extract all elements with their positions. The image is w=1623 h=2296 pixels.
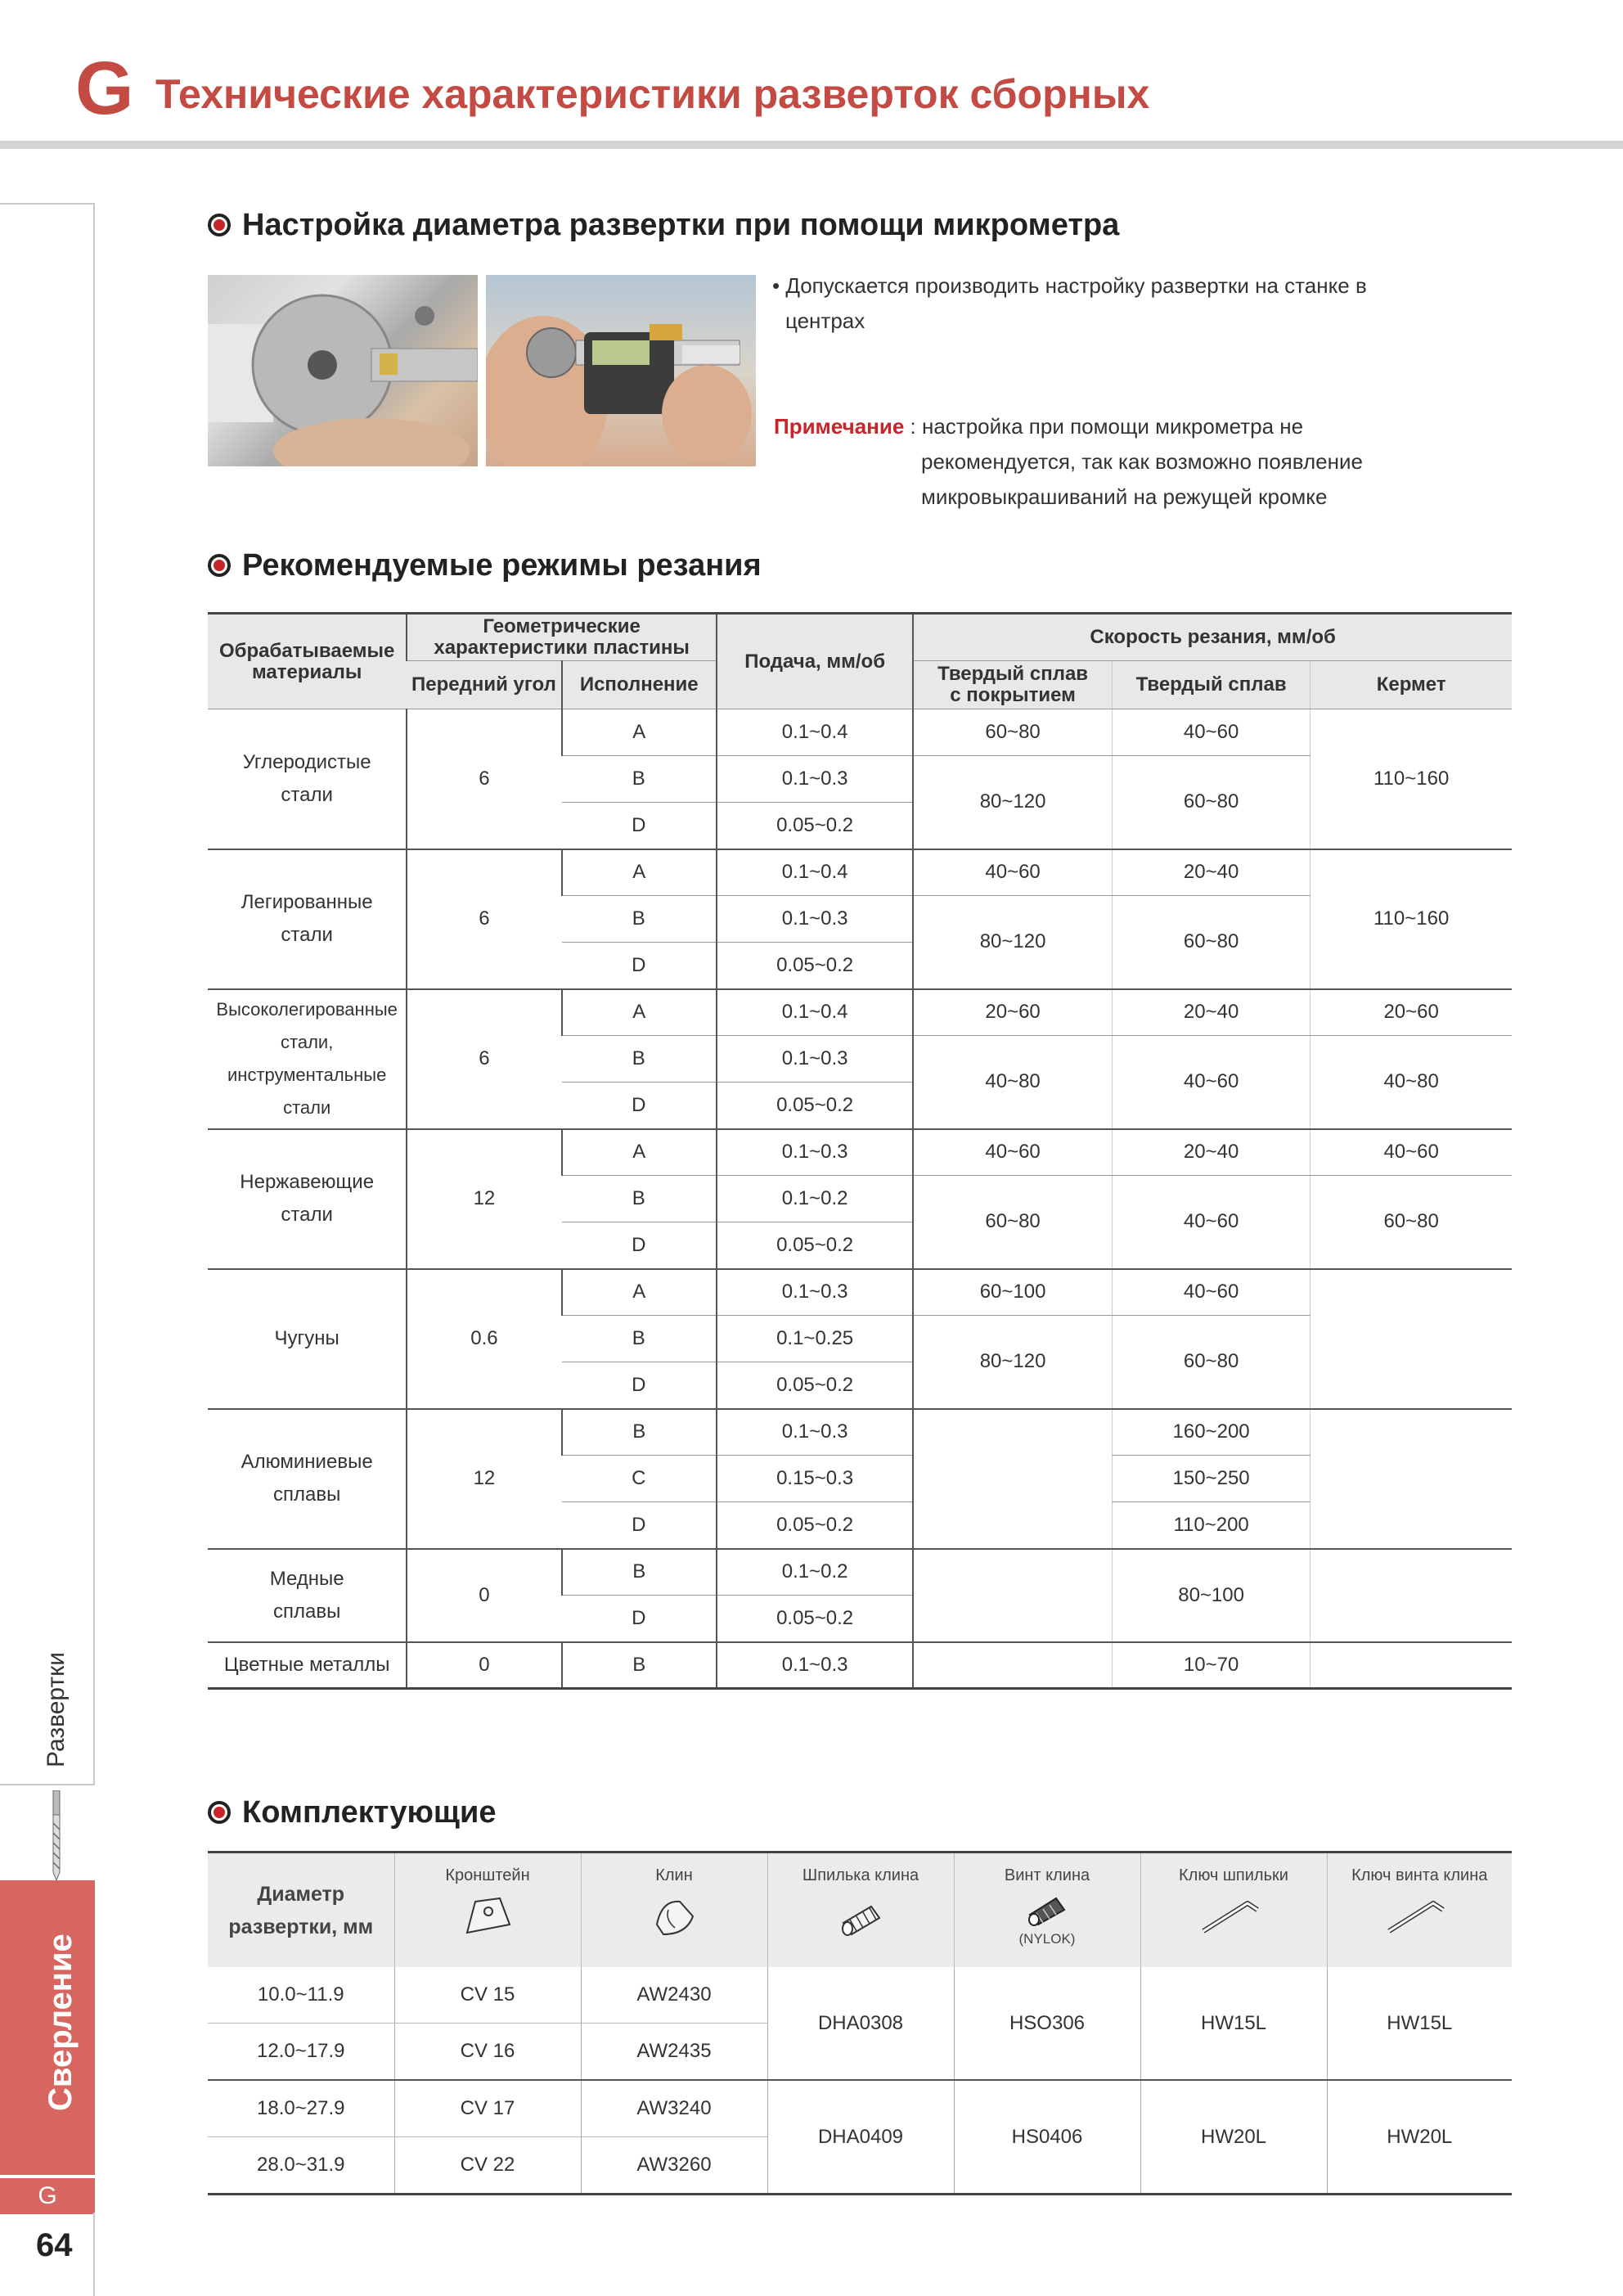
rake-cell: 6 (407, 849, 561, 989)
material-cell: Цветные металлы (208, 1642, 407, 1689)
bullet-line-1: • Допускается производить настройку развертки на станке в (772, 273, 1367, 298)
coated-cell: 80~120 (913, 1316, 1112, 1409)
version-cell: B (562, 1176, 717, 1222)
target-bullet-icon (208, 1801, 231, 1824)
stud-cell: DHA0409 (767, 2080, 954, 2195)
coated-cell: 20~60 (913, 989, 1112, 1036)
feed-cell: 0.1~0.3 (717, 756, 913, 803)
rake-cell: 12 (407, 1129, 561, 1269)
key-stud-cell: HW20L (1140, 2080, 1327, 2195)
micrometer-bullet (772, 268, 1508, 339)
cutting-modes-table (208, 612, 1512, 1690)
carbide-cell: 150~250 (1112, 1456, 1310, 1502)
wedge-cell: AW2430 (581, 1967, 767, 2024)
cermet-cell: 110~160 (1311, 709, 1512, 849)
wedge-cell: AW2435 (581, 2024, 767, 2081)
table-row (208, 1129, 1512, 1176)
parts-table (208, 1851, 1512, 2195)
header-rake: Передний угол (407, 661, 561, 709)
diameter-cell: 28.0~31.9 (208, 2137, 394, 2195)
feed-cell: 0.05~0.2 (717, 1502, 913, 1549)
sidebar-bottom-line (93, 2213, 95, 2296)
feed-cell: 0.05~0.2 (717, 1083, 913, 1129)
feed-cell: 0.05~0.2 (717, 803, 913, 849)
coated-cell: 60~100 (913, 1269, 1112, 1316)
feed-cell: 0.1~0.2 (717, 1549, 913, 1596)
feed-cell: 0.1~0.3 (717, 1642, 913, 1689)
header-key-stud: Ключ шпильки (1140, 1853, 1327, 1968)
rake-cell: 0 (407, 1642, 561, 1689)
feed-cell: 0.05~0.2 (717, 1596, 913, 1642)
material-cell: Легированные стали (208, 849, 407, 989)
stud-cell: DHA0308 (767, 1967, 954, 2080)
page-number: 64 (36, 2227, 73, 2263)
carbide-cell: 60~80 (1112, 756, 1310, 849)
table-row (208, 1269, 1512, 1316)
note-line-1: настройка при помощи микрометра не (921, 414, 1304, 439)
version-cell: D (562, 803, 717, 849)
hex-key-icon (1197, 1892, 1270, 1941)
feed-cell: 0.1~0.3 (717, 1409, 913, 1456)
material-cell: Алюминиевые сплавы (208, 1409, 407, 1549)
header-coated: Твердый сплав с покрытием (913, 661, 1112, 709)
header-diameter: Диаметр развертки, мм (208, 1853, 394, 1968)
bracket-cell: CV 22 (394, 2137, 581, 2195)
cermet-cell (1311, 1549, 1512, 1642)
cermet-cell: 40~60 (1311, 1129, 1512, 1176)
feed-cell: 0.1~0.3 (717, 1036, 913, 1083)
section-title: Комплектующие (242, 1795, 497, 1830)
feed-cell: 0.1~0.3 (717, 1129, 913, 1176)
sidebar-section-label: Развертки (43, 1651, 70, 1767)
carbide-cell: 40~60 (1112, 1176, 1310, 1269)
carbide-cell: 10~70 (1112, 1642, 1310, 1689)
coated-cell: 80~120 (913, 756, 1112, 849)
cermet-cell (1311, 1409, 1512, 1549)
material-cell: Чугуны (208, 1269, 407, 1409)
header-key-screw: Ключ винта клина (1327, 1853, 1512, 1968)
carbide-cell: 60~80 (1112, 896, 1310, 989)
rake-cell: 0 (407, 1549, 561, 1642)
carbide-cell: 40~60 (1112, 1036, 1310, 1129)
note-line-2: рекомендуется, так как возможно появление (921, 449, 1363, 474)
material-cell: Высоколегированные стали, инструментальные стали (208, 989, 407, 1129)
version-cell: D (562, 1222, 717, 1269)
section-title: Рекомендуемые режимы резания (242, 548, 762, 583)
coated-cell: 60~80 (913, 709, 1112, 756)
reamer-photo (208, 275, 478, 466)
screw-cell: HS0406 (954, 2080, 1140, 2195)
cermet-cell (1311, 1269, 1512, 1409)
rake-cell: 12 (407, 1409, 561, 1549)
carbide-cell: 110~200 (1112, 1502, 1310, 1549)
rake-cell: 6 (407, 989, 561, 1129)
bracket-cell: CV 17 (394, 2080, 581, 2137)
sidebar-divider (0, 1784, 95, 1785)
version-cell: B (562, 896, 717, 943)
diameter-cell: 18.0~27.9 (208, 2080, 394, 2137)
version-cell: D (562, 1083, 717, 1129)
feed-cell: 0.15~0.3 (717, 1456, 913, 1502)
target-bullet-icon (208, 554, 231, 577)
header-divider (0, 141, 1623, 149)
note-line-3: микровыкрашиваний на режущей кромке (921, 484, 1328, 509)
coated-cell: 40~60 (913, 849, 1112, 896)
table-row (208, 1642, 1512, 1689)
feed-cell: 0.05~0.2 (717, 1362, 913, 1409)
feed-cell: 0.1~0.25 (717, 1316, 913, 1362)
material-cell: Углеродистые стали (208, 709, 407, 849)
feed-cell: 0.05~0.2 (717, 943, 913, 989)
wedge-cell: AW3260 (581, 2137, 767, 2195)
version-cell: A (562, 849, 717, 896)
bracket-cell: CV 16 (394, 2024, 581, 2081)
header-carbide: Твердый сплав (1112, 661, 1310, 709)
feed-cell: 0.1~0.3 (717, 1269, 913, 1316)
screw-icon (1018, 1890, 1076, 1926)
bracket-icon (459, 1892, 516, 1941)
cermet-cell: 110~160 (1311, 849, 1512, 989)
table-row (208, 849, 1512, 896)
chapter-letter: G (75, 47, 134, 130)
wedge-cell: AW3240 (581, 2080, 767, 2137)
feed-cell: 0.1~0.4 (717, 989, 913, 1036)
target-bullet-icon (208, 214, 231, 236)
version-cell: B (562, 1409, 717, 1456)
version-cell: D (562, 943, 717, 989)
feed-cell: 0.1~0.4 (717, 709, 913, 756)
version-cell: B (562, 1549, 717, 1596)
cermet-cell: 20~60 (1311, 989, 1512, 1036)
feed-cell: 0.1~0.3 (717, 896, 913, 943)
coated-cell (913, 1409, 1112, 1549)
key-screw-cell: HW15L (1327, 1967, 1512, 2080)
table-row (208, 1409, 1512, 1456)
coated-cell (913, 1549, 1112, 1642)
table-row (208, 2080, 1512, 2137)
carbide-cell: 60~80 (1112, 1316, 1310, 1409)
header-wedge: Клин (581, 1853, 767, 1968)
header-screw: Винт клина (NYLOK) (954, 1853, 1140, 1968)
key-screw-cell: HW20L (1327, 2080, 1512, 2195)
stud-icon (832, 1892, 889, 1941)
drill-icon (47, 1790, 65, 1880)
feed-cell: 0.05~0.2 (717, 1222, 913, 1269)
carbide-cell: 40~60 (1112, 709, 1310, 756)
version-cell: A (562, 1129, 717, 1176)
screw-cell: HSO306 (954, 1967, 1140, 2080)
hex-key-icon (1382, 1892, 1456, 1941)
coated-cell (913, 1642, 1112, 1689)
micrometer-photo (486, 275, 756, 466)
version-cell: D (562, 1596, 717, 1642)
feed-cell: 0.1~0.4 (717, 849, 913, 896)
coated-cell: 60~80 (913, 1176, 1112, 1269)
header-speed: Скорость резания, мм/об (913, 614, 1512, 661)
section-micrometer-heading (208, 209, 1119, 241)
coated-cell: 40~80 (913, 1036, 1112, 1129)
material-cell: Медные сплавы (208, 1549, 407, 1642)
header-bracket: Кронштейн (394, 1853, 581, 1968)
version-cell: B (562, 756, 717, 803)
header-cermet: Кермет (1311, 661, 1512, 709)
rake-cell: 6 (407, 709, 561, 849)
version-cell: D (562, 1502, 717, 1549)
version-cell: B (562, 1036, 717, 1083)
rake-cell: 0.6 (407, 1269, 561, 1409)
carbide-cell: 20~40 (1112, 989, 1310, 1036)
feed-cell: 0.1~0.2 (717, 1176, 913, 1222)
version-cell: A (562, 709, 717, 756)
version-cell: A (562, 989, 717, 1036)
version-cell: A (562, 1269, 717, 1316)
sidebar-tab-letter[interactable]: G (0, 2177, 95, 2214)
carbide-cell: 20~40 (1112, 1129, 1310, 1176)
header-geometry: Геометрические характеристики пластины (407, 614, 717, 661)
micrometer-note (774, 409, 1510, 515)
page-title: Технические характеристики разверток сборных (155, 71, 1150, 117)
version-cell: D (562, 1362, 717, 1409)
bracket-cell: CV 15 (394, 1967, 581, 2024)
carbide-cell: 80~100 (1112, 1549, 1310, 1642)
coated-cell: 40~60 (913, 1129, 1112, 1176)
cermet-cell: 40~80 (1311, 1036, 1512, 1129)
version-cell: B (562, 1316, 717, 1362)
wedge-icon (645, 1892, 703, 1941)
note-label: Примечание (774, 414, 905, 439)
header-stud: Шпилька клина (767, 1853, 954, 1968)
carbide-cell: 160~200 (1112, 1409, 1310, 1456)
version-cell: C (562, 1456, 717, 1502)
diameter-cell: 10.0~11.9 (208, 1967, 394, 2024)
table-row (208, 709, 1512, 756)
cermet-cell (1311, 1642, 1512, 1689)
diameter-cell: 12.0~17.9 (208, 2024, 394, 2081)
header-version: Исполнение (562, 661, 717, 709)
table-row (208, 1967, 1512, 2024)
sidebar-top-line (0, 203, 95, 205)
header-feed: Подача, мм/об (717, 614, 913, 709)
version-cell: B (562, 1642, 717, 1689)
header-material: Обрабатываемые материалы (208, 614, 407, 709)
nylok-label: (NYLOK) (1018, 1931, 1076, 1947)
table-row (208, 1549, 1512, 1596)
section-title: Настройка диаметра развертки при помощи микрометра (242, 208, 1120, 242)
sidebar-line (93, 205, 95, 1784)
key-stud-cell: HW15L (1140, 1967, 1327, 2080)
carbide-cell: 40~60 (1112, 1269, 1310, 1316)
section-cutting-heading (208, 550, 762, 581)
table-row (208, 989, 1512, 1036)
bullet-line-2: центрах (785, 308, 865, 333)
coated-cell: 80~120 (913, 896, 1112, 989)
note-separator: : (904, 414, 922, 439)
carbide-cell: 20~40 (1112, 849, 1310, 896)
section-parts-heading (208, 1797, 496, 1828)
sidebar-category-label: Сверление (43, 1934, 79, 2111)
material-cell: Нержавеющие стали (208, 1129, 407, 1269)
cermet-cell: 60~80 (1311, 1176, 1512, 1269)
